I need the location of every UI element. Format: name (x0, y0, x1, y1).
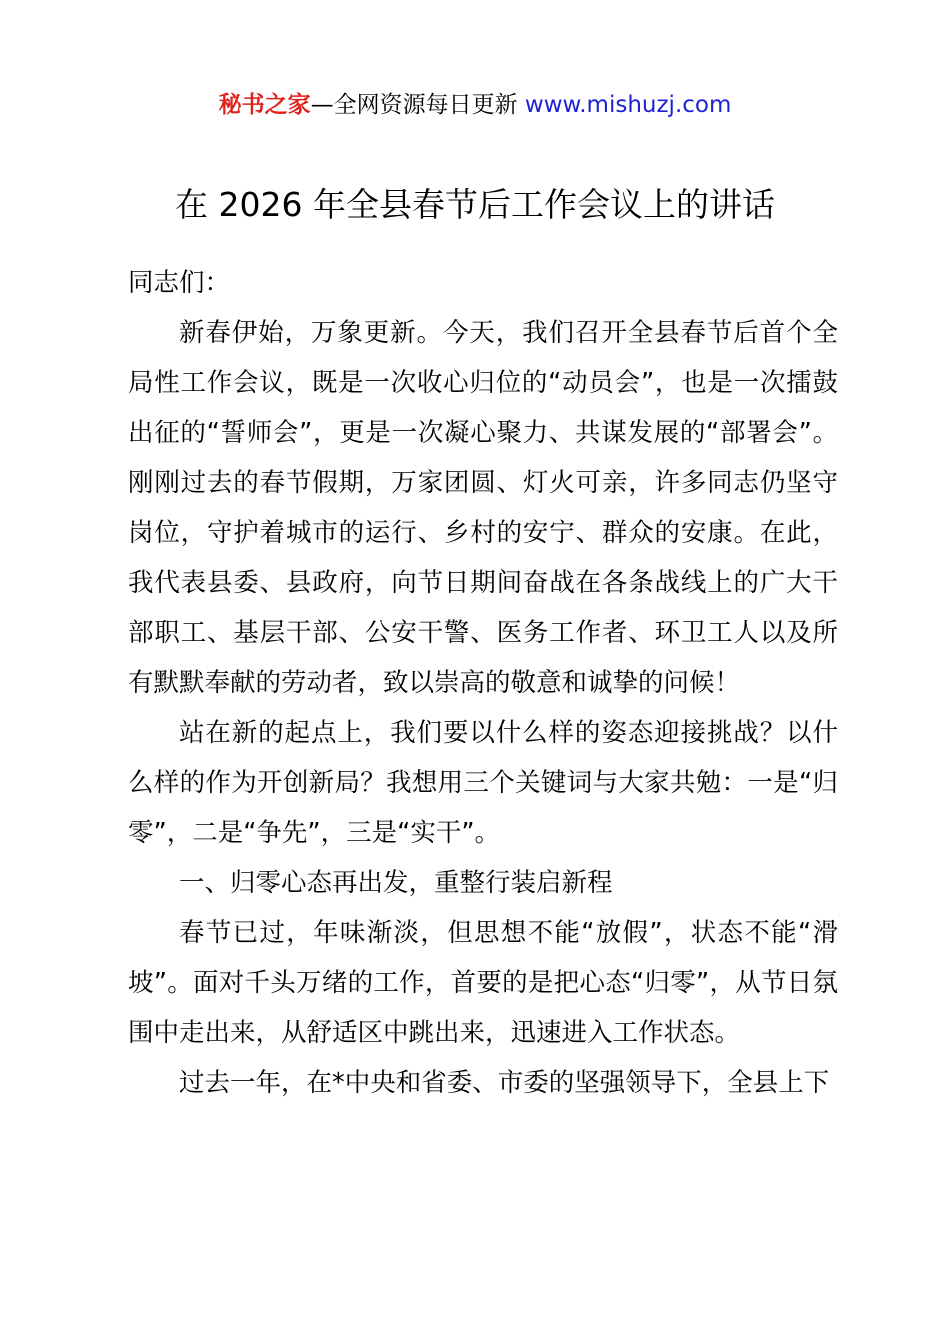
header-tagline: —全网资源每日更新 (310, 92, 525, 118)
paragraph: 新春伊始，万象更新。今天，我们召开全县春节后首个全局性工作会议，既是一次收心归位的“动员会”，也是一次擂鼓出征的“誓师会”，更是一次凝心聚力、共谋发展的“部署会”。刚刚过去的春节假期，万家团圆、灯火可亲，许多同志仍坚守岗位，守护着城市的运行、乡村的安宁、群众的安康。在此，我代表县委、县政府，向节日期间奋战在各条战线上的广大干部职工、基层干部、公安干警、医务工作者、环卫工人以及所有默默奉献的劳动者，致以崇高的敬意和诚挚的问候！ (128, 318, 838, 698)
paragraph: 过去一年，在*中央和省委、市委的坚强领导下，全县上下 (179, 1068, 830, 1098)
brand-name: 秘书之家 (218, 92, 311, 118)
document-title: 在 2026 年全县春节后工作会议上的讲话 (175, 185, 775, 224)
salutation: 同志们： (128, 268, 231, 298)
site-url[interactable]: www.mishuzj.com (524, 92, 732, 118)
paragraph: 站在新的起点上，我们要以什么样的姿态迎接挑战？以什么样的作为开创新局？我想用三个关键词与大家共勉：一是“归零”，二是“争先”，三是“实干”。 (128, 718, 838, 848)
site-header (0, 88, 950, 122)
paragraph: 春节已过，年味渐淡，但思想不能“放假”，状态不能“滑坡”。面对千头万绪的工作，首要的是把心态“归零”，从节日氛围中走出来，从舒适区中跳出来，迅速进入工作状态。 (128, 918, 838, 1048)
document-body (128, 258, 838, 1108)
section-heading: 一、归零心态再出发，重整行装启新程 (179, 868, 613, 898)
